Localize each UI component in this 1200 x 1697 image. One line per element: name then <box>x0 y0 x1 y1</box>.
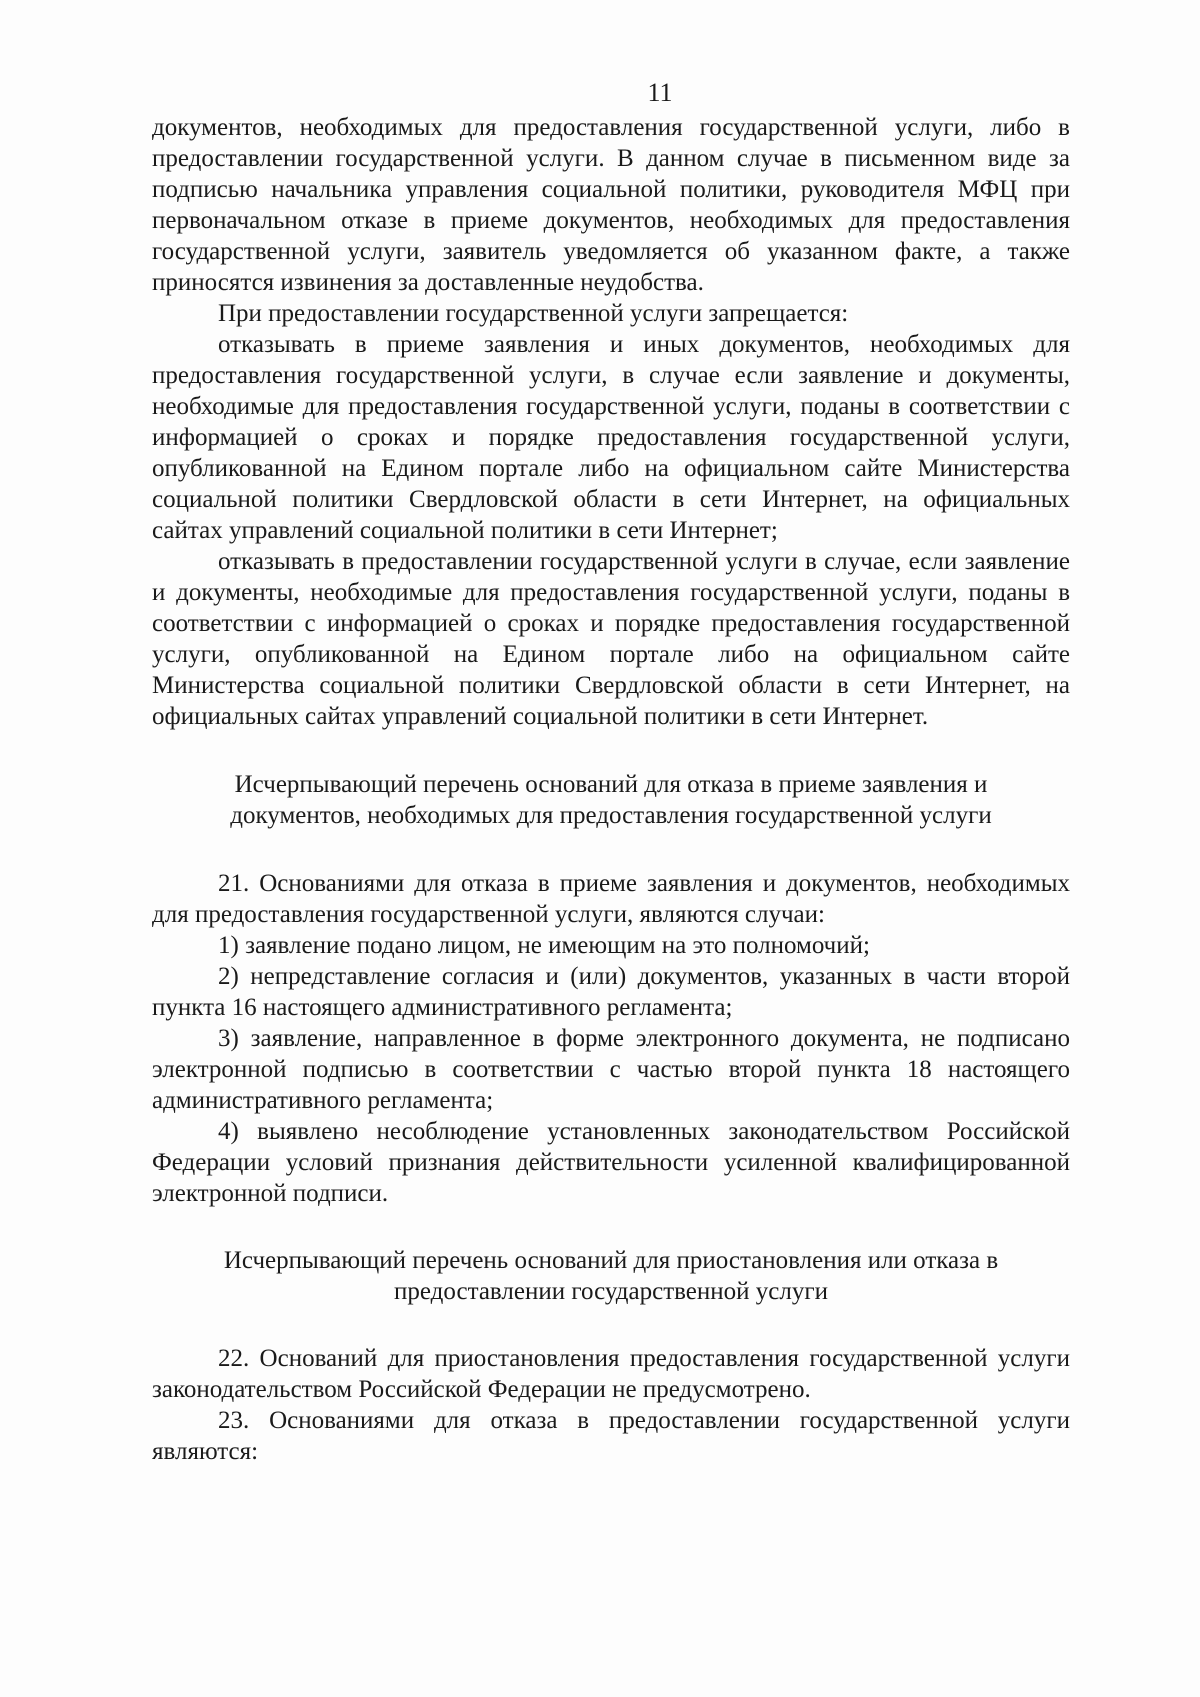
paragraph-item-21-3: 3) заявление, направленное в форме электронного документа, не подписано электронной подписью в соответствии с частью второй пункта 18 настоящего административного регламента; <box>152 1025 1070 1114</box>
paragraph-item-21-1: 1) заявление подано лицом, не имеющим на это полномочий; <box>218 932 870 959</box>
paragraph-item-22: 22. Оснований для приостановления предоставления государственной услуги законодательством Российской Федерации не предусмотрено. <box>152 1345 1070 1403</box>
document-body <box>152 112 1070 1467</box>
page-number: 11 <box>647 78 673 107</box>
paragraph-item-21-2: 2) непредставление согласия и (или) документов, указанных в части второй пункта 16 настоящего административного регламента; <box>152 963 1070 1021</box>
paragraph-prohibited-intro: При предоставлении государственной услуги запрещается: <box>218 300 849 327</box>
paragraph-prohibited-item-1: отказывать в приеме заявления и иных документов, необходимых для предоставления государственной услуги, в случае если заявление и документы, необходимые для предоставления государственной услуги, поданы в соответствии с информацией о сроках и порядке предоставления государственной услуги, опубликованной на Едином портале либо на официальном сайте Министерства социальной политики Свердловской области в сети Интернет, на официальных сайтах управлений социальной политики в сети Интернет; <box>152 331 1070 544</box>
paragraph-continuation: документов, необходимых для предоставления государственной услуги, либо в предоставлении государственной услуги. В данном случае в письменном виде за подписью начальника управления социальной политики, руководителя МФЦ при первоначальном отказе в приеме документов, необходимых для предоставления государственной услуги, заявитель уведомляется об указанном факте, а также приносятся извинения за доставленные неудобства. <box>152 114 1070 296</box>
spacer <box>152 1307 1070 1343</box>
paragraph-prohibited-item-2: отказывать в предоставлении государственной услуги в случае, если заявление и документы, необходимые для предоставления государственной услуги, поданы в соответствии с информацией о сроках и порядке предоставления государственной услуги, опубликованной на Едином портале либо на официальном сайте Министерства социальной политики Свердловской области в сети Интернет, на официальных сайтах управлений социальной политики в сети Интернет. <box>152 548 1070 730</box>
paragraph-item-21: 21. Основаниями для отказа в приеме заявления и документов, необходимых для предоставления государственной услуги, являются случаи: <box>152 870 1070 928</box>
section-heading-suspension-refusal: Исчерпывающий перечень оснований для приостановления или отказа в предоставлении государственной услуги <box>223 1247 999 1305</box>
spacer <box>152 732 1070 769</box>
spacer <box>152 1209 1070 1245</box>
paragraph-item-21-4: 4) выявлено несоблюдение установленных законодательством Российской Федерации условий признания действительности усиленной квалифицированной электронной подписи. <box>152 1118 1070 1207</box>
paragraph-item-23: 23. Основаниями для отказа в предоставлении государственной услуги являются: <box>152 1407 1070 1465</box>
spacer <box>152 831 1070 868</box>
section-heading-refusal-acceptance: Исчерпывающий перечень оснований для отказа в приеме заявления и документов, необходимых для предоставления государственной услуги <box>230 771 992 829</box>
